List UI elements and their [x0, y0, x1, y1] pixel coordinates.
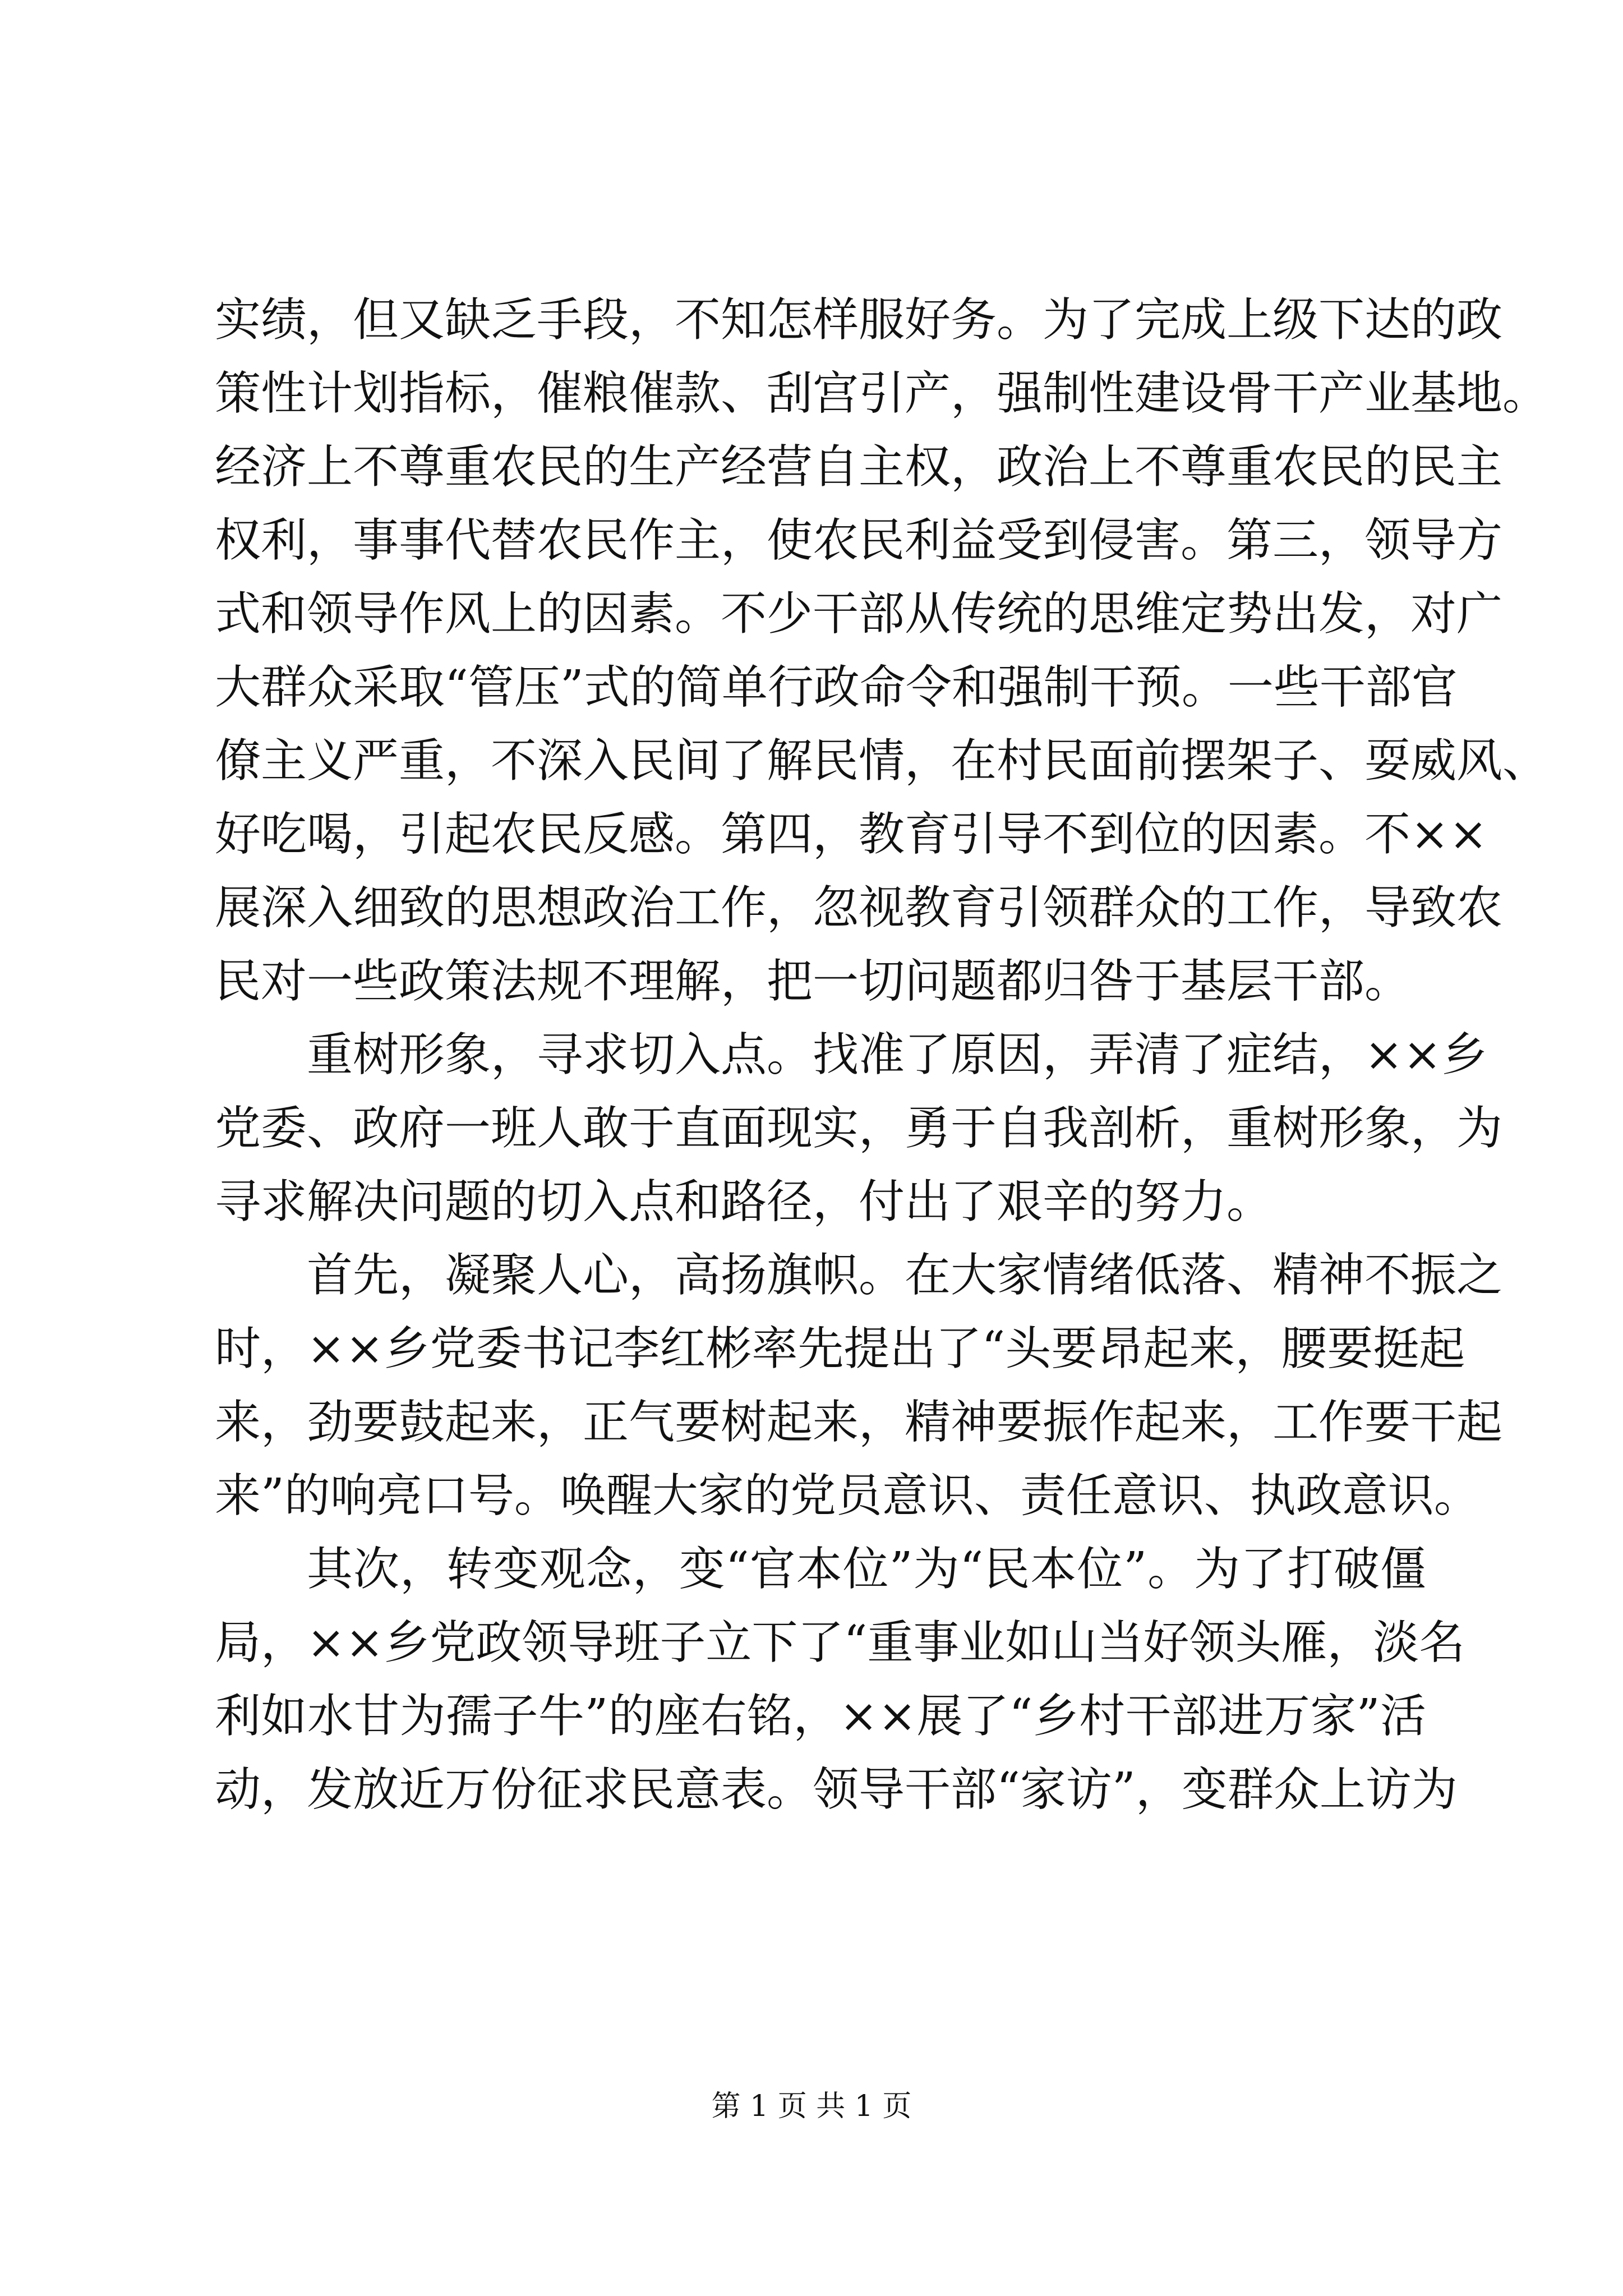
text-line: 式和领导作风上的因素。不少干部从传统的思维定势出发，对广 [215, 587, 1503, 641]
text-line: 实绩，但又缺乏手段，不知怎样服好务。为了完成上级下达的政 [215, 293, 1503, 347]
text-line: 利如水甘为孺子牛”的座右铭，××展了“乡村干部进万家”活 [215, 1690, 1426, 1743]
page-footer: 第 1 页 共 1 页 [711, 2090, 912, 2123]
text-line: 首先，凝聚人心，高扬旗帜。在大家情绪低落、精神不振之 [307, 1249, 1503, 1302]
text-line: 来，劲要鼓起来，正气要树起来，精神要振作起来，工作要干起 [215, 1396, 1503, 1449]
text-line: 其次，转变观念，变“官本位”为“民本位”。为了打破僵 [307, 1543, 1426, 1596]
text-line: 民对一些政策法规不理解，把一切问题都归咎于基层干部。 [215, 955, 1411, 1008]
text-line: 策性计划指标，催粮催款、刮宫引产，强制性建设骨干产业基地。 [215, 367, 1549, 420]
text-line: 党委、政府一班人敢于直面现实，勇于自我剖析，重树形象，为 [215, 1102, 1503, 1155]
text-line: 动，发放近万份征求民意表。领导干部“家访”，变群众上访为 [215, 1763, 1458, 1816]
text-line: 局，××乡党政领导班子立下了“重事业如山当好领头雁，淡名 [215, 1616, 1465, 1669]
text-line: 展深入细致的思想政治工作，忽视教育引领群众的工作，导致农 [215, 881, 1503, 935]
text-line: 重树形象，寻求切入点。找准了原因，弄清了症结，××乡 [307, 1028, 1488, 1082]
text-line: 寻求解决问题的切入点和路径，付出了艰辛的努力。 [215, 1175, 1273, 1228]
text-line: 大群众采取“管压”式的简单行政命令和强制干预。一些干部官 [215, 661, 1458, 714]
text-line: 来”的响亮口号。唤醒大家的党员意识、责任意识、执政意识。 [215, 1469, 1480, 1522]
document-body [215, 283, 1549, 1826]
text-line: 好吃喝，引起农民反感。第四，教育引导不到位的因素。不×× [215, 808, 1488, 861]
text-line: 经济上不尊重农民的生产经营自主权，政治上不尊重农民的民主 [215, 440, 1503, 494]
text-line: 权利，事事代替农民作主，使农民利益受到侵害。第三，领导方 [215, 514, 1503, 567]
text-line: 时，××乡党委书记李红彬率先提出了“头要昂起来，腰要挺起 [215, 1322, 1465, 1375]
text-line: 僚主义严重，不深入民间了解民情，在村民面前摆架子、耍威风、 [215, 734, 1549, 788]
